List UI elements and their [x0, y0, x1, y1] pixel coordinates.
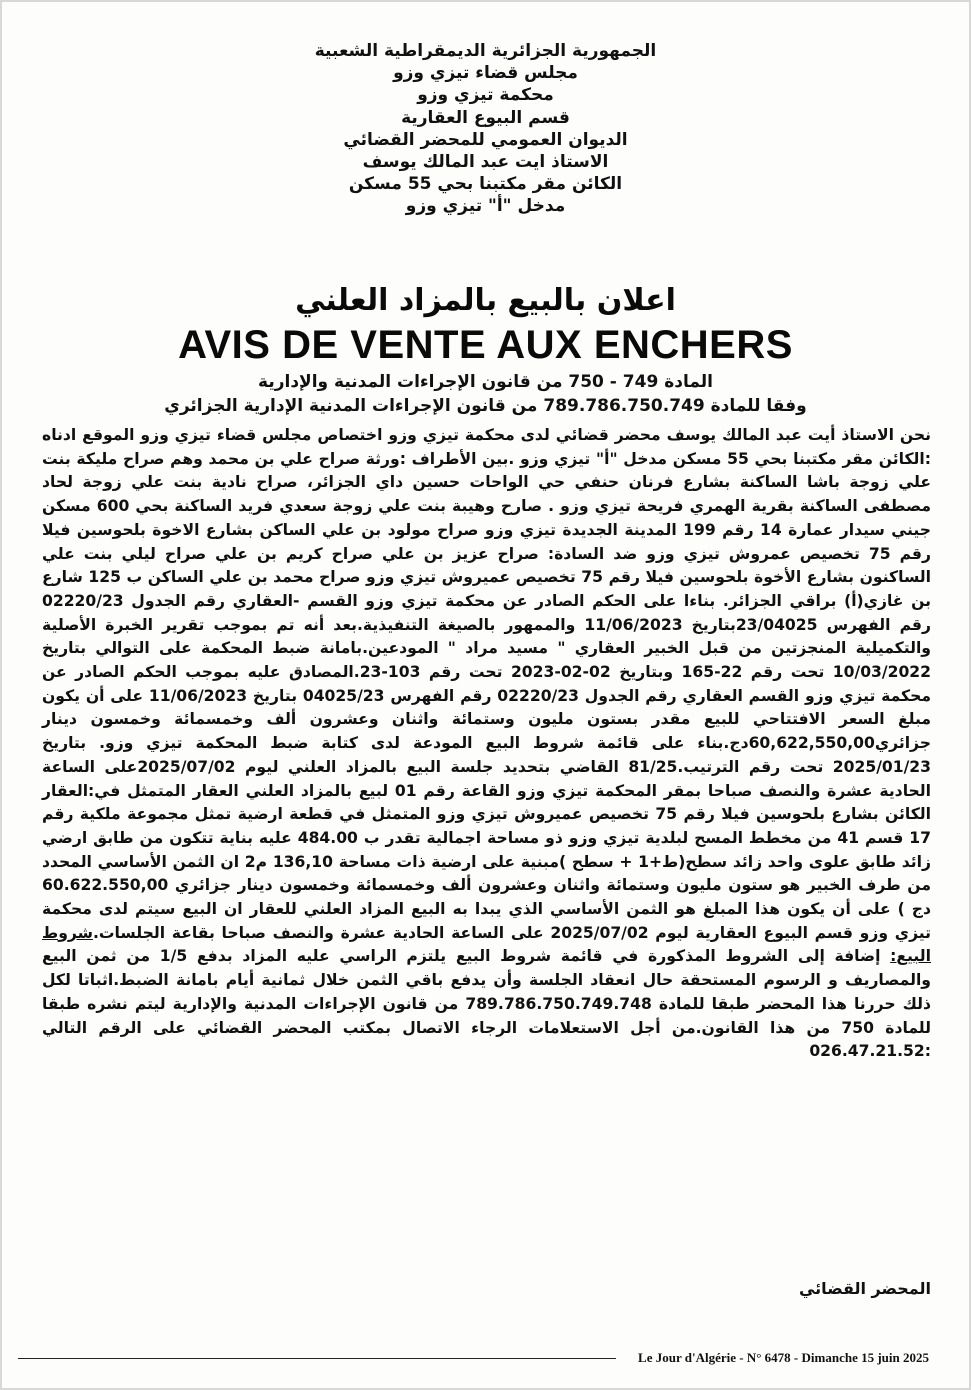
footer-divider: [18, 1358, 616, 1359]
body-text-conditions: إضافة إلى الشروط المذكورة في قائمة شروط البيع يلتزم الراسي عليه المزاد بدفع 1/5 من ثمن البيع والمصاريف و الرسوم المستحقة حال انعقاد الجلسة وأن يدفع باقي الثمن خلال ثمانية أيام بامانة الضبط.اثباتا لكل ذلك حررنا هذا المحضر طبقا للمادة 789.786.750.749.748 من قانون الإجراءات المدنية والإدارية ليتم نشره طبقا للمادة 750 من هذا القانون.من أجل الاستعلامات الرجاء الاتصال بمكتب المحضر القضائي على الرقم التالي :026.47.21.52: [42, 947, 931, 1061]
bailiff-signature: المحضر القضائي: [798, 1279, 931, 1298]
header-line-court-council: مجلس قضاء تيزي وزو: [393, 63, 578, 84]
newspaper-footer: Le Jour d'Algérie - N° 6478 - Dimanche 15 juin 2025: [638, 1350, 929, 1365]
body-text-main: نحن الاستاذ أيت عبد المالك يوسف محضر قضائي لدى محكمة تيزي وزو اختصاص مجلس قضاء تيزي وزو الموقع ادناه :الكائن مقر مكتبنا بحي 55 مسكن مدخل "أ" تيزي وزو .بين الأطراف :ورثة صراح علي بن محمد وهم صراح مليكة بنت علي زوجة باشا الساكنة بشارع فرنان حنفي حي الواحات حسين داي الجزائر، صراح نادية بنت علي زوجة لحاد مصطفى الساكنة بقرية الهمري فريحة تيزي وزو . صارح وهيبة بنت علي زوجة سعدي فريد الساكنة بحي 600 مسكن جيني سيدار عمارة 14 رقم 199 المدينة الجديدة تيزي وزو صراح مولود بن علي الساكن بشارع الاخوة بلحوسين فيلا رقم 75 تخصيص عمروش تيزي وزو ضد السادة: صراح عزيز بن علي صراح كريم بن علي صراح ليلي بنت علي الساكنون بشارع الأخوة بلحوسين فيلا رقم 75 تخصيص عميروش تيزي وزو صراح محمد بن علي الساكن ب 125 شارع بن غازي(أ) براقي الجزائر. بناءا على الحكم الصادر عن محكمة تيزي وزو القسم -العقاري رقم الجدول 02220/23 رقم الفهرس 23/04025بتاريخ 11/06/2023 والممهور بالصيغة التنفيذية.بعد أنه تم بموجب تقرير الخبرة الأصلية والتكميلية المنجزتين من قبل الخبير العقاري " مسيد مراد " المودعين.بامانة ضبط المحكمة على التوالي بتاريخ 10/03/2022 تحت رقم 22-165 وبتاريخ 02-02-2023 تحت رقم 103-23.المصادق عليه بموجب الحكم الصادر عن محكمة تيزي وزو القسم العقاري رقم الجدول 02220/23 رقم الفهرس 04025/23 بتاريخ 11/06/2023 على أن يكون مبلغ السعر الافتتاحي للبيع مقدر بستون مليون وستمائة واثنان وعشرون ألف وخمسمائة وخمسون دينار جزائري60,622,550,00دج.بناء على قائمة شروط البيع المودعة لدى كتابة ضبط المحكمة تيزي وزو. بتاريخ 2025/01/23 تحت رقم الترتيب.81/25 القاضي بتحديد جلسة البيع بالمزاد العلني ليوم 2025/07/02على الساعة الحادية عشرة والنصف صباحا بمقر المحكمة تيزي وزو القاعة رقم 01 لبيع بالمزاد العلني العقار المتمثل في:العقار الكائن بشارع بلحوسين فيلا رقم 75 تخصيص عميروش تيزي وزو المتمثل في قطعة ارضية تمثل مجموعة ملكية رقم 17 قسم 41 من مخطط المسح لبلدية تيزي وزو ذو مساحة اجمالية تقدر ب 484.00 عليه بناية تتكون من طابق ارضي زائد طابق علوى واحد زائد سطح(ط+1 + سطح )مبنية على ارضية ذات مساحة 136,10 م2 ان الثمن الأساسي المحدد من طرف الخبير هو ستون مليون وستمائة واثنان وعشرون ألف وخمسمائة وخمسون دينار جزائري 60.622.550,00 دج ) على أن يكون هذا المبلغ هو الثمن الأساسي الذي يبدا به البيع المزاد العلني للعقار ان البيع سيتم لدى محكمة تيزي وزو قسم البيوع العقارية ليوم 2025/07/02 على الساعة الحادية عشرة والنصف صباحا بقاعة الجلسات.: [42, 426, 932, 942]
header-line-republic: الجمهورية الجزائرية الديمقراطية الشعبية: [314, 41, 657, 61]
header-line-address: الكائن مقر مكتبنا بحي 55 مسكن: [348, 174, 623, 195]
notice-title-arabic: اعلان بالبيع بالمزاد العلني: [295, 283, 676, 318]
notice-body: [42, 424, 931, 1064]
header-line-entrance: مدخل "أ" تيزي وزو: [405, 196, 566, 217]
article-line-1: المادة 749 - 750 من قانون الإجراءات المدنية والإدارية: [258, 372, 713, 392]
article-line-2: وفقا للمادة 789.786.750.749 من قانون الإجراءات المدنية الإدارية الجزائري: [164, 396, 807, 416]
notice-header: [142, 40, 829, 218]
legal-article-reference: [132, 370, 839, 418]
header-line-office: الديوان العمومي للمحضر القضائي: [343, 129, 628, 150]
header-line-tribunal: محكمة تيزي وزو: [417, 85, 554, 106]
header-line-section: قسم البيوع العقارية: [401, 107, 570, 128]
body-paragraph-main: [42, 424, 931, 1064]
notice-title-french: AVIS DE VENTE AUX ENCHERS: [178, 323, 793, 367]
header-line-bailiff-name: الاستاذ ايت عبد المالك يوسف: [362, 152, 609, 173]
sale-conditions-label: شروط البيع:: [42, 923, 931, 966]
